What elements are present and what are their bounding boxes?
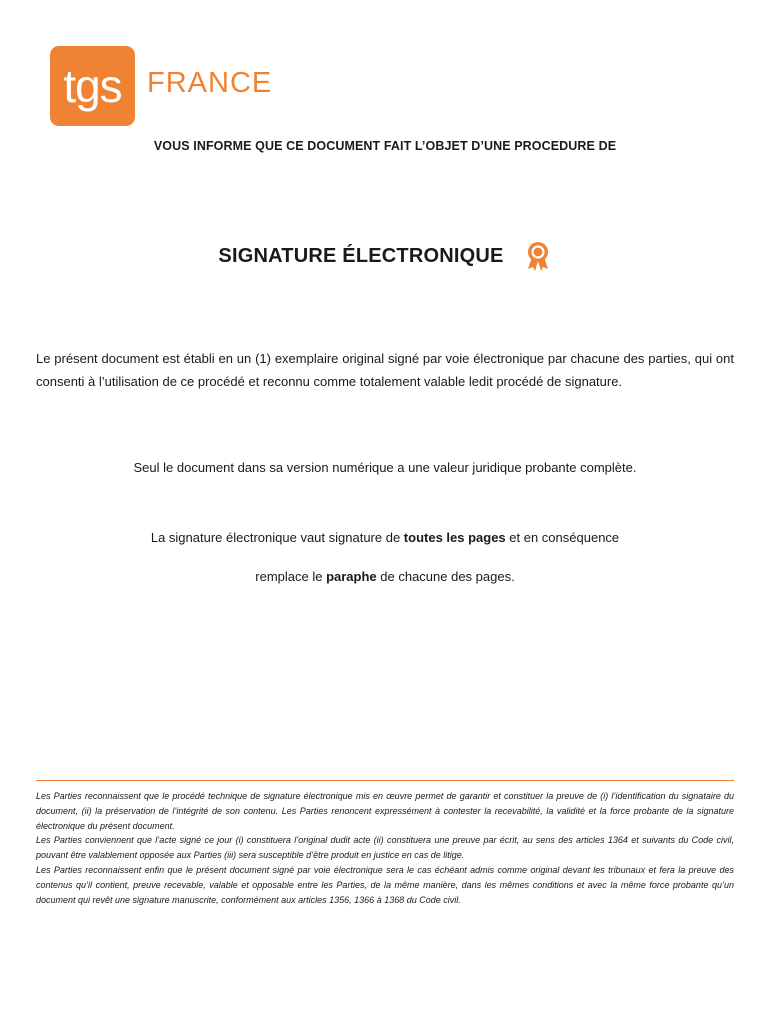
all-pages-line — [0, 530, 770, 545]
award-ribbon-icon — [524, 240, 552, 272]
paraphe-line — [0, 569, 770, 584]
intro-heading: VOUS INFORME QUE CE DOCUMENT FAIT L’OBJET D’UNE PROCEDURE DE — [153, 139, 617, 153]
all-pages-emphasis: toutes les pages — [403, 530, 506, 545]
legal-paragraph: Les Parties conviennent que l’acte signé ce jour (i) constituera l’original dudit acte (ii) constituera une preuve par écrit, au sens des articles 1364 et suivants du Code civil, pouvant être valablement opposée aux Parties (iii) sera susceptible d’être produit en justice en cas de litige. — [36, 835, 734, 861]
legal-paragraph: Les Parties reconnaissent enfin que le présent document signé par voie électronique sera le cas échéant admis comme original devant les tribunaux et fera la preuve des contenus qu’il contient, preuve recevable, valable et opposable entre les Parties, de la même manière, dans les mêmes conditions et avec la même force probante qu’un document qui revêt une signature manuscrite, conformément aux articles 1356, 1366 à 1368 du Code civil. — [36, 864, 734, 905]
legal-paragraph: Les Parties reconnaissent que le procédé technique de signature électronique mis en œuvre permet de garantir et constituer la preuve de (i) l’identification du signataire du document, (ii) la préservation de l’intégrité de son contenu. Les Parties renoncent expressément à contester la recevabilité, la validité et la force probante de la signature électronique du présent document. — [36, 791, 734, 831]
footer-divider — [36, 780, 734, 781]
logo-mark: tgs — [50, 46, 135, 126]
body-paragraph: Le présent document est établi en un (1) exemplaire original signé par voie électronique par chacune des parties, qui ont consenti à l’utilisation de ce procédé et reconnu comme totalement valable ledit procédé de signature. — [36, 351, 734, 389]
paraphe-text-end: de chacune des pages. — [376, 569, 515, 584]
page-title: SIGNATURE ÉLECTRONIQUE — [218, 244, 504, 267]
logo-wordmark: FRANCE — [147, 66, 273, 99]
probative-value-line: Seul le document dans sa version numérique a une valeur juridique probante complète. — [133, 460, 637, 475]
paraphe-emphasis: paraphe — [326, 569, 377, 584]
paraphe-text-start: remplace le — [255, 569, 327, 584]
title-row — [0, 240, 770, 272]
all-pages-text-end: et en conséquence — [505, 530, 620, 545]
all-pages-text-start: La signature électronique vaut signature de — [150, 530, 404, 545]
legal-notice — [36, 789, 734, 907]
tgs-france-logo — [50, 46, 272, 126]
